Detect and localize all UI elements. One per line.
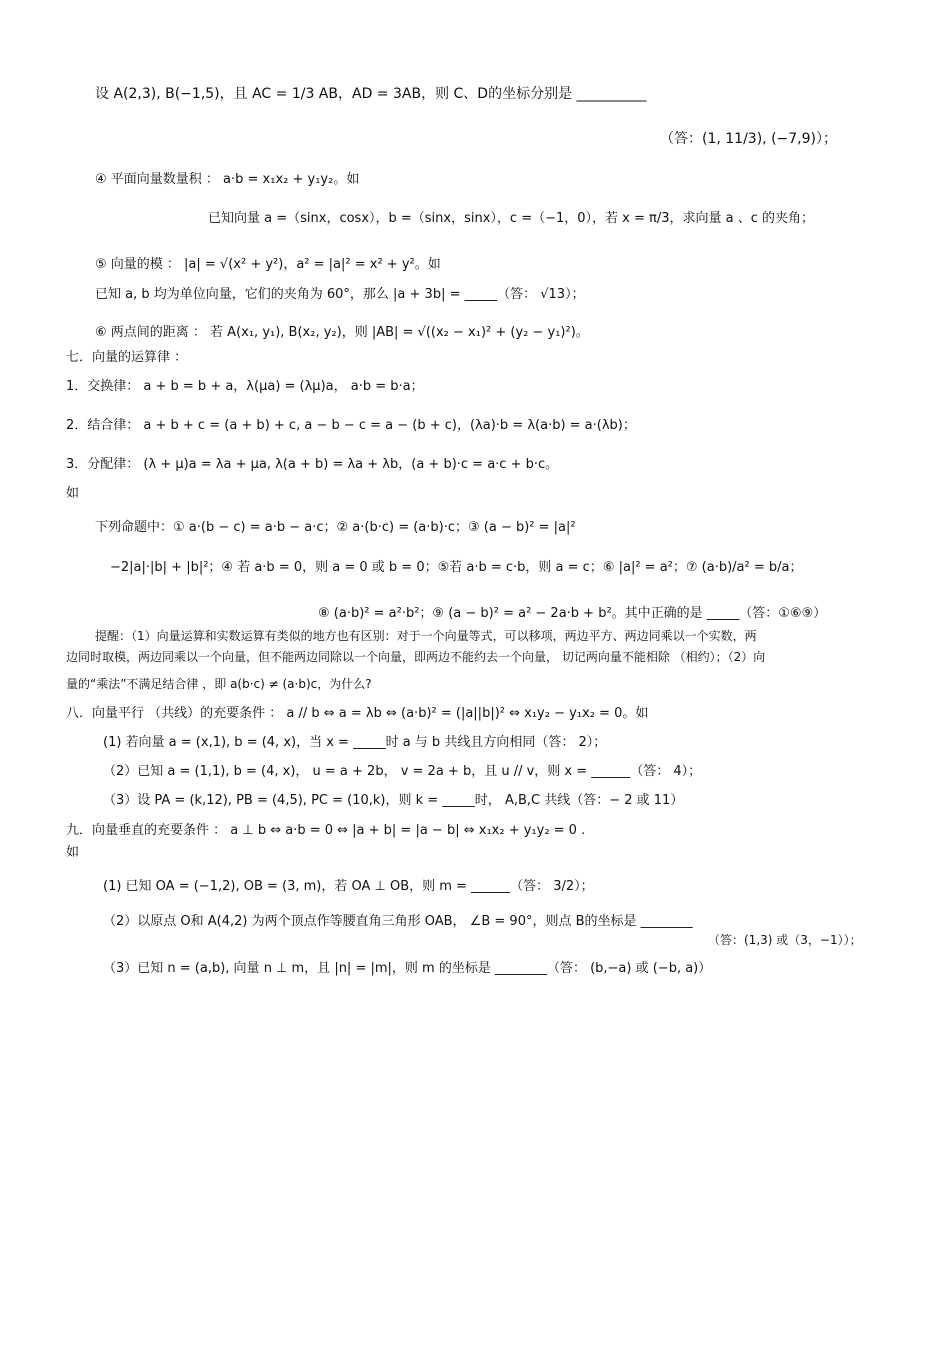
reminder-text: 边同时取模，两边同乘以一个向量，但不能两边同除以一个向量，即两边不能约去一个向量， 切记两向量不能相除 （相约）；（2）向: [66, 650, 766, 664]
text-line: （2）已知 a = (1,1), b = (4, x)， u = a + 2b， v = 2a + b，且 u // v，则 x = ______（答： 4）；: [103, 764, 702, 779]
text-line: 如: [66, 486, 80, 501]
section-item-magnitude: ⑤ 向量的模 ： |a| = √(x² + y²)，a² = |a|² = x² + y²。如: [95, 257, 441, 272]
reminder-text: 提醒：（1）向量运算和实数运算有类似的地方也有区别：对于一个向量等式，可以移项，两边平方、两边同乘以一个实数，两: [95, 629, 757, 643]
answer-line: （答：(1, 11/3), (−7,9)）；: [660, 131, 837, 147]
text-line: （2）以原点 O和 A(4,2) 为两个顶点作等腰直角三角形 OAB， ∠B = 90°，则点 B的坐标是 ________: [103, 914, 693, 929]
reminder-text: 量的“乘法”不满足结合律 ，即 a(b·c) ≠ (a·b)c，为什么?: [66, 677, 372, 691]
text-line: 3．分配律： (λ + μ)a = λa + μa, λ(a + b) = λa + λb，(a + b)·c = a·c + b·c。: [66, 457, 559, 472]
text-line: 已知向量 a =（sinx，cosx），b =（sinx，sinx），c =（−1，0），若 x = π/3，求向量 a 、c 的夹角；: [208, 211, 814, 226]
answer-line: （答：(1,3) 或（3，−1））；: [708, 933, 862, 947]
section-heading-8: 八．向量平行 （共线）的充要条件 ： a // b ⇔ a = λb ⇔ (a·b)² = (|a||b|)² ⇔ x₁y₂ − y₁x₂ = 0。如: [66, 706, 649, 721]
text-line: −2|a|·|b| + |b|²；④ 若 a·b = 0，则 a = 0 或 b = 0；⑤若 a·b = c·b，则 a = c；⑥ |a|² = a²；⑦ (a·b)/a² = b/a；: [110, 560, 803, 575]
section-item-distance: ⑥ 两点间的距离 ： 若 A(x₁, y₁), B(x₂, y₂)，则 |AB| = √((x₂ − x₁)² + (y₂ − y₁)²)。: [95, 325, 589, 340]
text-line: 如: [66, 845, 80, 860]
text-line: （3）设 PA = (k,12), PB = (4,5), PC = (10,k)，则 k = _____时， A,B,C 共线（答：− 2 或 11）: [103, 793, 684, 808]
text-line: ⑧ (a·b)² = a²·b²；⑨ (a − b)² = a² − 2a·b + b²。其中正确的是 _____（答：①⑥⑨）: [318, 606, 827, 621]
text-line: (1) 已知 OA = (−1,2), OB = (3, m)，若 OA ⊥ OB，则 m = ______（答： 3/2）；: [103, 879, 594, 894]
text-line: 1．交换律： a + b = b + a，λ(μa) = (λμ)a， a·b = b·a；: [66, 379, 424, 394]
text-line: 下列命题中：① a·(b − c) = a·b − a·c；② a·(b·c) = (a·b)·c；③ (a − b)² = |a|²: [95, 520, 576, 535]
section-heading-9: 九．向量垂直的充要条件 ： a ⊥ b ⇔ a·b = 0 ⇔ |a + b| = |a − b| ⇔ x₁x₂ + y₁y₂ = 0 .: [66, 823, 586, 838]
text-line: （3）已知 n = (a,b), 向量 n ⊥ m，且 |n| = |m|，则 m 的坐标是 ________（答： (b,−a) 或 (−b, a)）: [103, 961, 712, 976]
text-line: 已知 a, b 均为单位向量，它们的夹角为 60°，那么 |a + 3b| = _____（答： √13）；: [95, 287, 585, 302]
text-line: (1) 若向量 a = (x,1), b = (4, x)，当 x = _____时 a 与 b 共线且方向相同（答： 2）；: [103, 735, 607, 750]
section-heading-7: 七．向量的运算律 ：: [66, 350, 188, 365]
text-line: 设 A(2,3), B(−1,5)，且 AC = 1/3 AB，AD = 3AB，则 C、D的坐标分别是 __________: [95, 86, 647, 102]
text-line: 2．结合律： a + b + c = (a + b) + c, a − b − c = a − (b + c)，(λa)·b = λ(a·b) = a·(λb)；: [66, 418, 636, 433]
section-item-dot-product: ④ 平面向量数量积 ： a·b = x₁x₂ + y₁y₂。如: [95, 172, 360, 187]
